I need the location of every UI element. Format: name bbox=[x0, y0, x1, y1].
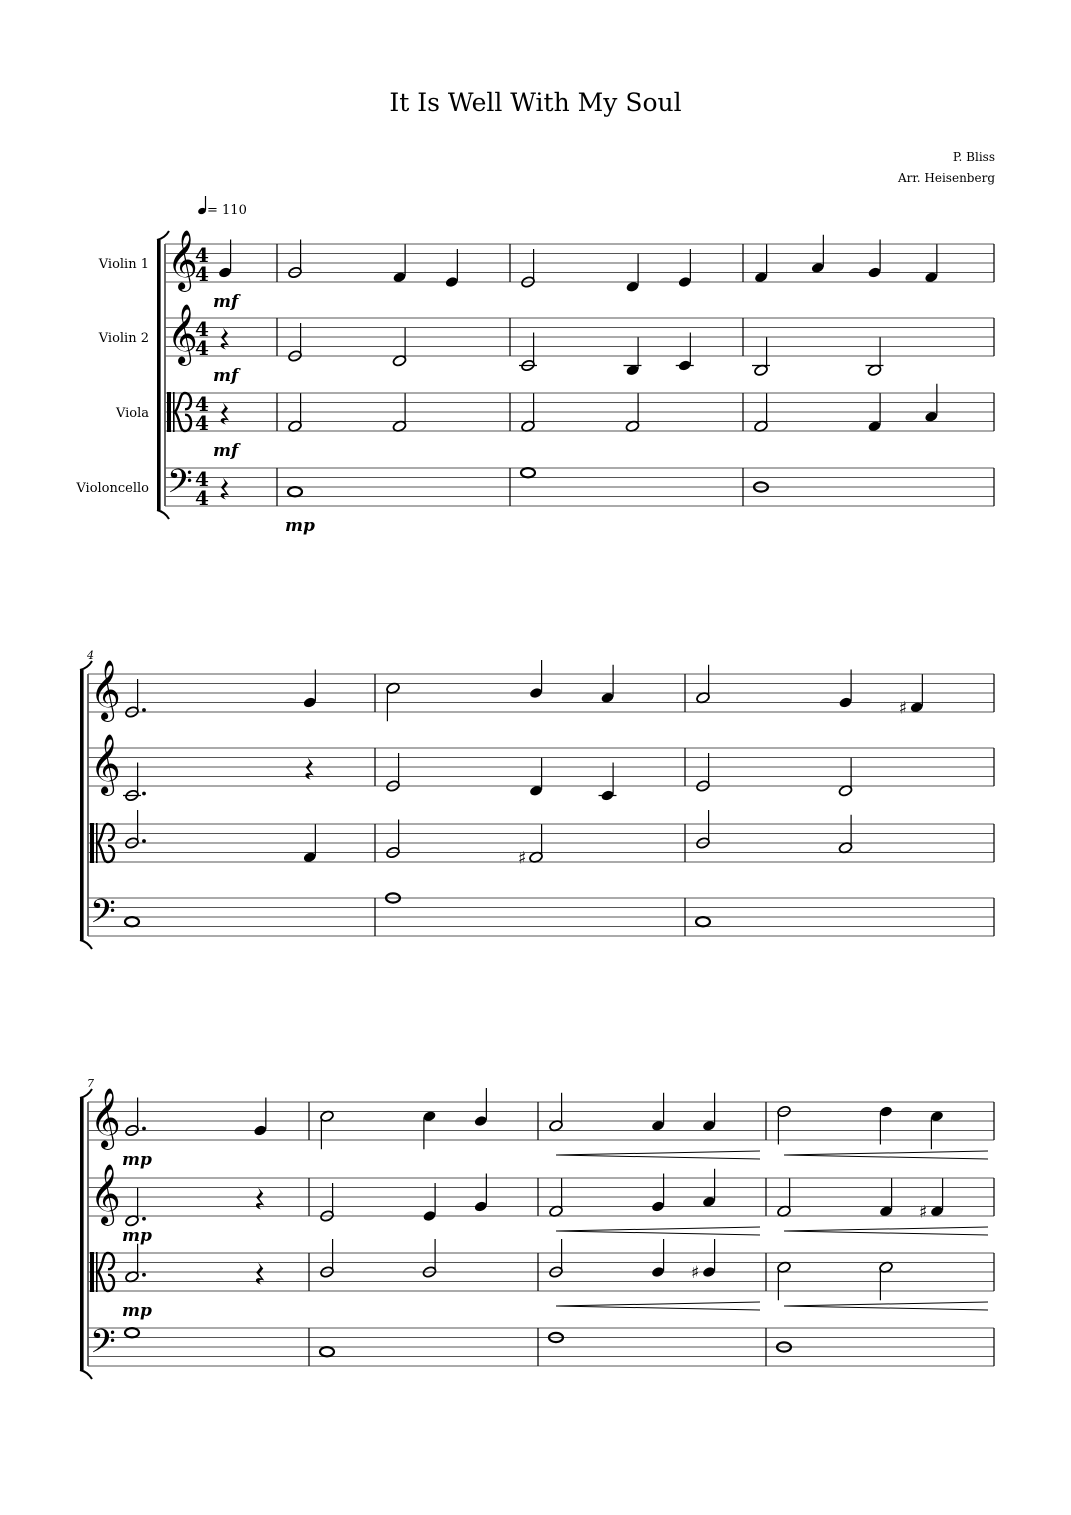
note bbox=[651, 1239, 665, 1278]
note bbox=[123, 763, 146, 802]
time-signature-bottom: 4 bbox=[195, 262, 209, 286]
staff bbox=[88, 1164, 994, 1226]
note bbox=[600, 665, 614, 704]
hairpin-line bbox=[556, 1155, 760, 1159]
note bbox=[253, 1098, 267, 1137]
note bbox=[386, 682, 401, 721]
dynamic-marking: mp bbox=[122, 1150, 152, 1170]
note bbox=[521, 468, 535, 477]
bass-clef-icon: 𝄢 bbox=[90, 1323, 116, 1369]
bracket-bottom bbox=[80, 1370, 92, 1379]
treble-clef-icon: 𝄞 bbox=[90, 734, 121, 794]
note bbox=[474, 1174, 488, 1213]
treble-clef-icon: 𝄞 bbox=[167, 230, 198, 290]
note bbox=[754, 244, 768, 283]
sharp-icon: ♯ bbox=[898, 698, 907, 719]
note bbox=[696, 665, 711, 704]
time-signature-bottom: 4 bbox=[195, 411, 209, 435]
staff bbox=[88, 1088, 994, 1150]
note bbox=[392, 244, 406, 283]
note bbox=[879, 1105, 893, 1144]
note bbox=[752, 337, 770, 376]
augmentation-dot bbox=[142, 708, 146, 712]
measure bbox=[696, 665, 924, 927]
note-head bbox=[288, 487, 302, 496]
note bbox=[930, 1110, 944, 1149]
note bbox=[288, 487, 302, 496]
measure bbox=[752, 235, 938, 492]
measure bbox=[122, 1098, 267, 1338]
system bbox=[80, 649, 994, 949]
note bbox=[549, 1178, 564, 1217]
note bbox=[651, 1174, 665, 1213]
tempo-mark bbox=[197, 196, 247, 218]
composer-credit: P. Bliss bbox=[952, 150, 995, 164]
instrument-name: Violin 2 bbox=[98, 331, 149, 346]
time-signature-top: 4 bbox=[195, 317, 209, 341]
augmentation-dot bbox=[142, 792, 146, 796]
hairpin-line bbox=[556, 1227, 760, 1231]
note bbox=[879, 1261, 894, 1300]
note bbox=[702, 1169, 716, 1208]
note bbox=[811, 235, 825, 274]
bass-clef-icon: 𝄢 bbox=[167, 463, 193, 509]
hairpin-line bbox=[556, 1306, 760, 1310]
time-signature-top: 4 bbox=[195, 467, 209, 491]
instrument-name: Violoncello bbox=[76, 481, 149, 496]
note bbox=[392, 328, 407, 367]
staff bbox=[88, 1323, 994, 1369]
note bbox=[838, 670, 852, 709]
measure bbox=[213, 240, 241, 500]
note bbox=[392, 393, 407, 432]
measure bbox=[386, 660, 617, 903]
note bbox=[651, 1093, 665, 1132]
augmentation-dot bbox=[142, 1127, 146, 1131]
note bbox=[125, 1244, 146, 1283]
system bbox=[75, 230, 994, 536]
note bbox=[303, 824, 317, 863]
note bbox=[474, 1088, 488, 1127]
instrument-name: Violin 1 bbox=[98, 257, 149, 272]
dynamic-marking: mf bbox=[213, 292, 239, 312]
sharp-icon: ♯ bbox=[518, 848, 527, 869]
dynamic-marking: mf bbox=[213, 366, 239, 386]
bracket-bottom bbox=[80, 940, 92, 949]
instrument-name: Viola bbox=[115, 406, 149, 421]
note bbox=[691, 1239, 716, 1283]
system-bracket bbox=[80, 670, 84, 940]
hairpin-line bbox=[784, 1227, 988, 1231]
note bbox=[529, 758, 543, 797]
time-signature-bottom: 4 bbox=[195, 336, 209, 360]
systems bbox=[75, 230, 994, 1379]
note bbox=[702, 1093, 716, 1132]
measure-number: 7 bbox=[87, 1077, 94, 1090]
note bbox=[838, 758, 853, 797]
staff bbox=[115, 392, 994, 435]
note bbox=[288, 393, 303, 432]
hairpin-line bbox=[784, 1306, 988, 1310]
note bbox=[867, 240, 881, 279]
hairpin-line bbox=[556, 1151, 760, 1155]
hairpin-line bbox=[556, 1231, 760, 1235]
note bbox=[867, 393, 881, 432]
note bbox=[754, 393, 769, 432]
note bbox=[696, 917, 710, 926]
note bbox=[125, 917, 139, 926]
treble-clef-icon: 𝄞 bbox=[167, 304, 198, 364]
note bbox=[445, 249, 459, 288]
staff bbox=[98, 304, 994, 366]
measure-number: 4 bbox=[87, 649, 94, 662]
hairpin-line bbox=[784, 1155, 988, 1159]
system-bracket bbox=[80, 1098, 84, 1370]
treble-clef-icon: 𝄞 bbox=[90, 1088, 121, 1148]
note-head bbox=[125, 1328, 139, 1337]
note bbox=[625, 254, 639, 293]
hairpin-line bbox=[784, 1231, 988, 1235]
note bbox=[320, 1110, 335, 1149]
tempo-text: = 110 bbox=[207, 203, 247, 218]
sharp-icon: ♯ bbox=[919, 1202, 928, 1223]
treble-clef-icon: 𝄞 bbox=[90, 1164, 121, 1224]
staff bbox=[88, 1252, 994, 1292]
note bbox=[125, 1188, 146, 1227]
staff bbox=[88, 893, 994, 939]
note bbox=[777, 1178, 792, 1217]
note bbox=[519, 333, 537, 372]
measure bbox=[285, 240, 459, 537]
note bbox=[625, 393, 640, 432]
treble-clef-icon: 𝄞 bbox=[90, 660, 121, 720]
time-signature-top: 4 bbox=[195, 392, 209, 416]
note bbox=[866, 337, 884, 376]
note bbox=[422, 1110, 436, 1149]
system-bracket bbox=[157, 240, 161, 510]
arranger-credit: Arr. Heisenberg bbox=[897, 171, 995, 185]
note bbox=[924, 384, 938, 423]
measure bbox=[320, 1088, 488, 1356]
note bbox=[676, 333, 694, 372]
measure bbox=[777, 1105, 988, 1351]
note bbox=[924, 244, 938, 283]
measure bbox=[519, 249, 694, 477]
note-head bbox=[320, 1347, 334, 1356]
augmentation-dot bbox=[142, 1217, 146, 1221]
note bbox=[422, 1183, 436, 1222]
note bbox=[303, 670, 317, 709]
dynamic-marking: mp bbox=[122, 1226, 152, 1246]
note bbox=[777, 1261, 792, 1300]
note bbox=[838, 815, 853, 854]
augmentation-dot bbox=[142, 839, 146, 843]
note bbox=[218, 240, 232, 279]
augmentation-dot bbox=[142, 1273, 146, 1277]
note-head bbox=[125, 917, 139, 926]
note bbox=[320, 1347, 334, 1356]
note bbox=[678, 249, 692, 288]
hairpin-line bbox=[784, 1302, 988, 1306]
bass-clef-icon: 𝄢 bbox=[90, 893, 116, 939]
note bbox=[549, 1093, 564, 1132]
note-head bbox=[696, 917, 710, 926]
note bbox=[599, 763, 617, 802]
bracket-bottom bbox=[157, 510, 169, 519]
note bbox=[521, 393, 536, 432]
measure bbox=[123, 670, 317, 927]
note bbox=[879, 1178, 893, 1217]
sharp-icon: ♯ bbox=[691, 1263, 700, 1283]
note bbox=[125, 1328, 139, 1337]
hairpin-line bbox=[556, 1302, 760, 1306]
hairpin-line bbox=[784, 1151, 988, 1155]
score-title: It Is Well With My Soul bbox=[389, 88, 682, 117]
time-signature-top: 4 bbox=[195, 243, 209, 267]
dynamic-marking: mp bbox=[285, 516, 315, 536]
dynamic-marking: mf bbox=[213, 441, 239, 461]
note bbox=[529, 660, 543, 699]
staff bbox=[98, 230, 994, 292]
note bbox=[624, 337, 642, 376]
dynamic-marking: mp bbox=[122, 1301, 152, 1321]
note-head bbox=[521, 468, 535, 477]
system bbox=[80, 1077, 994, 1379]
time-signature-bottom: 4 bbox=[195, 486, 209, 510]
